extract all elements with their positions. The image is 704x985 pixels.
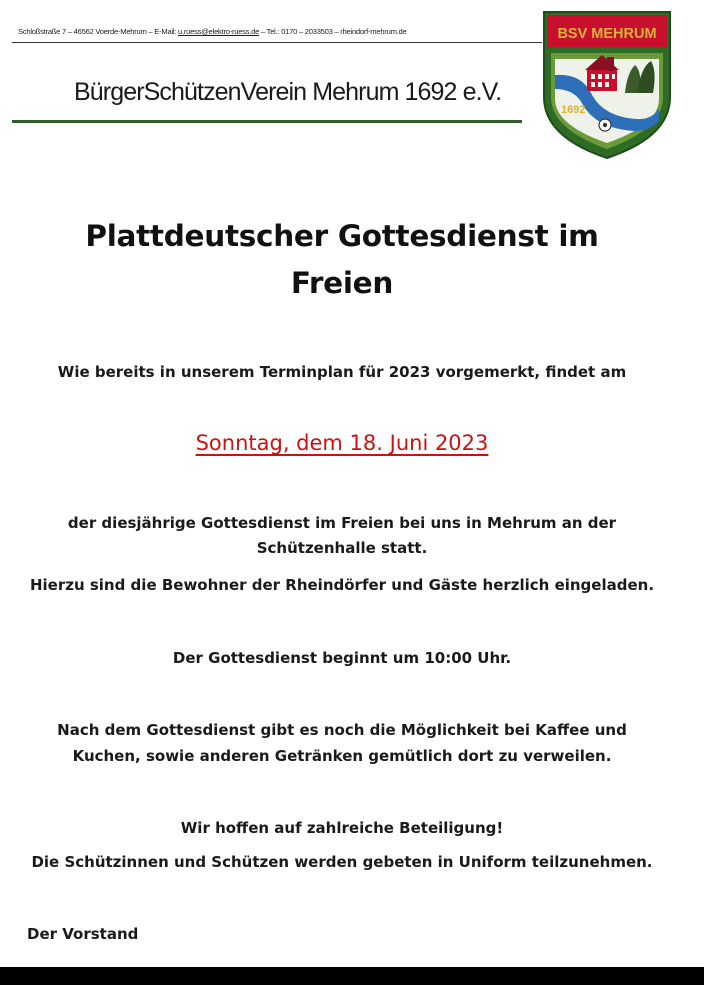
contact-line xyxy=(18,27,548,36)
crest-year: 1692 xyxy=(561,104,586,116)
intro-text: Wie bereits in unserem Terminplan für 2023 vorgemerkt, findet am xyxy=(57,363,627,381)
title-line-1: Plattdeutscher Gottesdienst im xyxy=(85,219,599,253)
club-name-underline xyxy=(12,120,522,123)
signoff: Der Vorstand xyxy=(27,925,139,943)
bottom-bar xyxy=(0,967,704,985)
title-line-2: Freien xyxy=(290,266,394,300)
crest-banner-text: BSV MEHRUM xyxy=(557,26,657,42)
contact-address: Schloßstraße 7 – 46562 Voerde-Mehrum – E-Mail: xyxy=(18,27,179,36)
event-date: Sonntag, dem 18. Juni 2023 xyxy=(195,431,489,455)
header-divider xyxy=(12,42,542,43)
uniform-text: Die Schützinnen und Schützen werden gebeten in Uniform teilzunehmen. xyxy=(31,853,653,871)
event-text-line-2: Schützenhalle statt. xyxy=(256,539,428,557)
hope-text: Wir hoffen auf zahlreiche Beteiligung! xyxy=(180,819,504,837)
contact-email-link[interactable]: u.ruess@elektro-ruess.de xyxy=(178,27,260,36)
start-time-text: Der Gottesdienst beginnt um 10:00 Uhr. xyxy=(172,649,512,667)
contact-phone-web: – Tel.: 0170 – 2033503 – rheindorf-mehrum.de xyxy=(259,27,407,36)
event-text-line-1: der diesjährige Gottesdienst im Freien bei uns in Mehrum an der xyxy=(67,514,617,532)
club-crest-logo xyxy=(541,9,673,161)
page-title xyxy=(40,213,644,307)
invitation-text: Hierzu sind die Bewohner der Rheindörfer und Gäste herzlich eingeladen. xyxy=(29,576,655,594)
after-service-line-1: Nach dem Gottesdienst gibt es noch die Möglichkeit bei Kaffee und xyxy=(57,721,627,739)
after-service-line-2: Kuchen, sowie anderen Getränken gemütlich dort zu verweilen. xyxy=(72,747,612,765)
club-name: BürgerSchützenVerein Mehrum 1692 e.V. xyxy=(74,78,502,106)
